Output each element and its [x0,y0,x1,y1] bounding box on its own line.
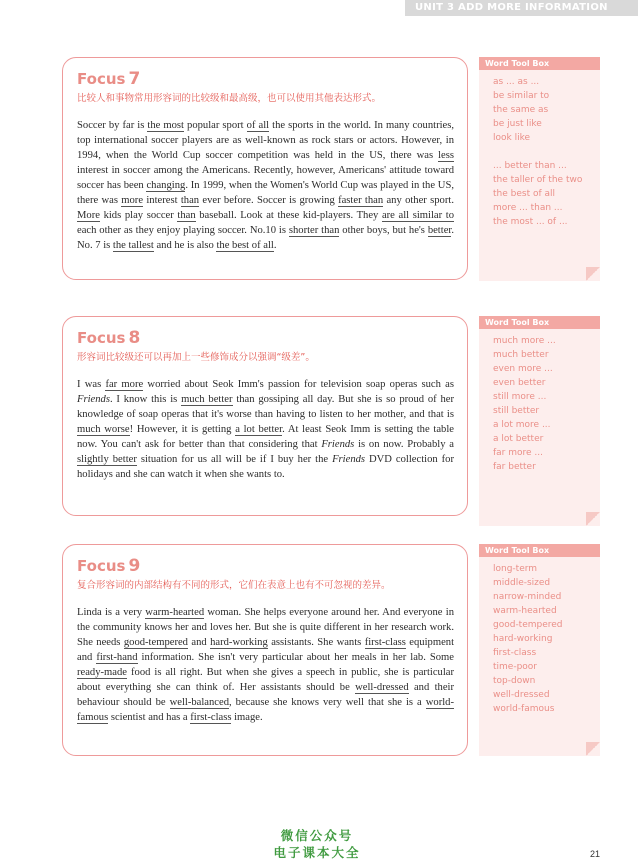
highlighted-phrase: well-balanced [169,697,230,708]
highlighted-phrase: much worse [77,424,130,435]
text-run: other boys, but he's [339,225,428,236]
tool-box-item: top-down [493,676,536,686]
tool-box-heading: Word Tool Box [479,316,600,329]
highlighted-phrase: More [77,210,100,221]
text-run: interest [143,195,181,206]
tool-box-item: time-poor [493,662,538,672]
tool-box-item: world-famous [493,704,555,714]
text-run: . No. 7 is [77,225,454,251]
tool-box-item: still more ... [493,392,547,402]
focus-subtitle: 形容词比较级还可以再加上一些修饰成分以强调“级差”。 [77,352,315,363]
tool-box-item: more ... than ... [493,203,563,213]
tool-box-item: good-tempered [493,620,563,630]
text-run: food is all right. But when she gives a speech in public, she is particular about everything she can think of. Her assistants should be [77,667,454,693]
text-run: , because she knows very well that she is a [229,697,426,708]
highlighted-phrase: good-tempered [123,637,188,648]
text-run: as rock stars or actors. However, in 1994, when the World Cup soccer competition was held in the US, there was [77,135,454,161]
focus-heading [77,70,454,88]
tool-box-item: the most ... of ... [493,217,568,227]
watermark-line-2: 电子课本大全 [273,845,361,860]
highlighted-phrase: first-class [364,637,406,648]
highlighted-phrase: far more [105,379,144,390]
tool-box-item: the same as [493,105,549,115]
highlighted-phrase: hard-working [210,637,268,648]
tool-box-item: the best of all [493,189,556,199]
focus-paragraph [77,605,454,725]
italic-title: Friends [77,394,110,405]
unit-header [405,0,638,16]
highlighted-phrase: of all [246,120,270,131]
highlighted-phrase: ready-made [77,667,127,678]
tool-box-item: well-dressed [493,690,550,700]
tool-box-item: even better [493,378,546,388]
text-run: situation for us all will be if I buy her the [136,454,333,465]
text-run: than gossiping all day. But she is so proud of her knowledge of soap operas that it's worse than having to listen to her mother, and that is [77,394,454,420]
tool-box-heading: Word Tool Box [479,57,600,70]
text-run: Linda is a very [77,607,146,618]
text-run: assistants. She wants [267,637,365,648]
text-run: DVD collection for holidays and she can watch it when she wants to. [77,454,454,480]
text-run: is on now. Probably a [354,439,454,450]
text-run: ever before. Soccer is growing [199,195,339,206]
tool-box-item: ... better than ... [493,161,567,171]
text-run: I was [77,379,106,390]
tool-box-item: the taller of the two [493,175,583,185]
highlighted-phrase: first-class [190,712,232,723]
tool-box-item: be similar to [493,91,550,101]
tool-box-item: as ... as ... [493,77,540,87]
tool-box-item: long-term [493,564,538,574]
highlighted-phrase: world-famous [77,697,454,723]
tool-box-heading: Word Tool Box [479,544,600,557]
text-run: . I know this is [109,394,182,405]
watermark [262,827,372,861]
tool-box-item: a lot more ... [493,420,551,430]
focus-heading [77,557,454,575]
tool-box-list [479,557,600,716]
word-tool-box-8 [479,316,600,526]
tool-box-item: far better [493,462,536,472]
focus-label: Focus [77,557,126,575]
italic-title: Friends [332,454,366,465]
tool-box-item: still better [493,406,540,416]
text-run: popular sport [183,120,247,131]
highlighted-phrase: better [427,225,452,236]
tool-box-item: middle-sized [493,578,551,588]
text-run: ! However, it is getting [129,424,236,435]
unit-title: UNIT 3 ADD MORE INFORMATION [415,2,608,13]
tool-box-item: warm-hearted [493,606,557,616]
word-tool-box-9 [479,544,600,756]
tool-box-item: a lot better [493,434,544,444]
focus-number: 9 [128,556,141,576]
highlighted-phrase: well-dressed [355,682,409,693]
focus-card-9 [62,544,468,756]
text-run: scientist and has a [108,712,191,723]
focus-label: Focus [77,70,126,88]
highlighted-phrase: are all similar to [381,210,454,221]
tool-box-item: hard-working [493,634,553,644]
tool-box-item: be just like [493,119,542,129]
text-run: interest in soccer among the Americans. Recently, however, Americans' attitude toward soccer has been [77,165,454,191]
highlighted-phrase: shorter than [288,225,340,236]
highlighted-phrase: the tallest [112,240,154,251]
watermark-line-1: 微信公众号 [280,828,354,843]
tool-box-item: first-class [493,648,537,658]
highlighted-phrase: less [438,150,454,161]
text-run: the sports in the world. In many countries, top international soccer players are as well-known [77,120,455,146]
text-run: woman. She helps everyone around her. And everyone in the community knows her and loves her. But she is quite different in her research work. She needs [77,607,454,648]
highlighted-phrase: than [177,210,196,221]
tool-box-item: much more ... [493,336,556,346]
italic-title: Friends [321,439,355,450]
text-run: and their behaviour should be [77,682,454,708]
text-run: worried about Seok Imm's passion for television soap operas such as [143,379,454,390]
tool-box-item: look like [493,133,531,143]
highlighted-phrase: first-hand [96,652,138,663]
tool-box-item: much better [493,350,549,360]
tool-box-list [479,329,600,474]
tool-box-item: even more ... [493,364,553,374]
text-run: and [187,637,211,648]
focus-subtitle: 复合形容词的内部结构有不同的形式，它们在表意上也有不可忽视的差异。 [77,580,391,591]
text-run: Soccer by far is [77,120,148,131]
highlighted-phrase: than [180,195,200,206]
focus-subtitle: 比较人和事物常用形容词的比较级和最高级，也可以使用其他表达形式。 [77,93,382,104]
tool-box-item: narrow-minded [493,592,562,602]
page-fold-corner [586,512,600,526]
text-run: image. [231,712,263,723]
focus-heading [77,329,454,347]
highlighted-phrase: changing [146,180,186,191]
text-run: kids play soccer [99,210,178,221]
highlighted-phrase: more [121,195,144,206]
text-run: . [273,240,277,251]
focus-number: 8 [128,328,141,348]
word-tool-box-7 [479,57,600,281]
text-run: each other as they enjoy playing soccer. No.10 is [77,225,289,236]
text-run: equipment and [77,637,455,663]
focus-number: 7 [128,69,141,89]
text-run: any other sport. [383,195,454,206]
page-fold-corner [586,267,600,281]
tool-box-list [479,70,600,229]
focus-card-7 [62,57,468,280]
highlighted-phrase: faster than [338,195,384,206]
page-number: 21 [590,849,601,859]
highlighted-phrase: the most [147,120,184,131]
tool-box-item: far more ... [493,448,544,458]
highlighted-phrase: warm-hearted [145,607,205,618]
focus-card-8 [62,316,468,516]
page-fold-corner [586,742,600,756]
highlighted-phrase: a lot better [235,424,283,435]
focus-label: Focus [77,329,126,347]
text-run: . In 1999, when the Women's World Cup was played in the US, there was [77,180,454,206]
focus-paragraph [77,118,454,253]
focus-paragraph [77,377,454,482]
highlighted-phrase: much better [181,394,233,405]
text-run: information. She isn't very particular about her meals in her lab. Some [137,652,454,663]
text-run: . At least Seok Imm is setting the table now. You can't ask for better than that considering that [77,424,455,450]
text-run: baseball. Look at these kid-players. They [195,210,382,221]
highlighted-phrase: slightly better [77,454,137,465]
highlighted-phrase: the best of all [216,240,274,251]
tool-box-spacer [493,145,600,159]
text-run: and he is also [153,240,217,251]
